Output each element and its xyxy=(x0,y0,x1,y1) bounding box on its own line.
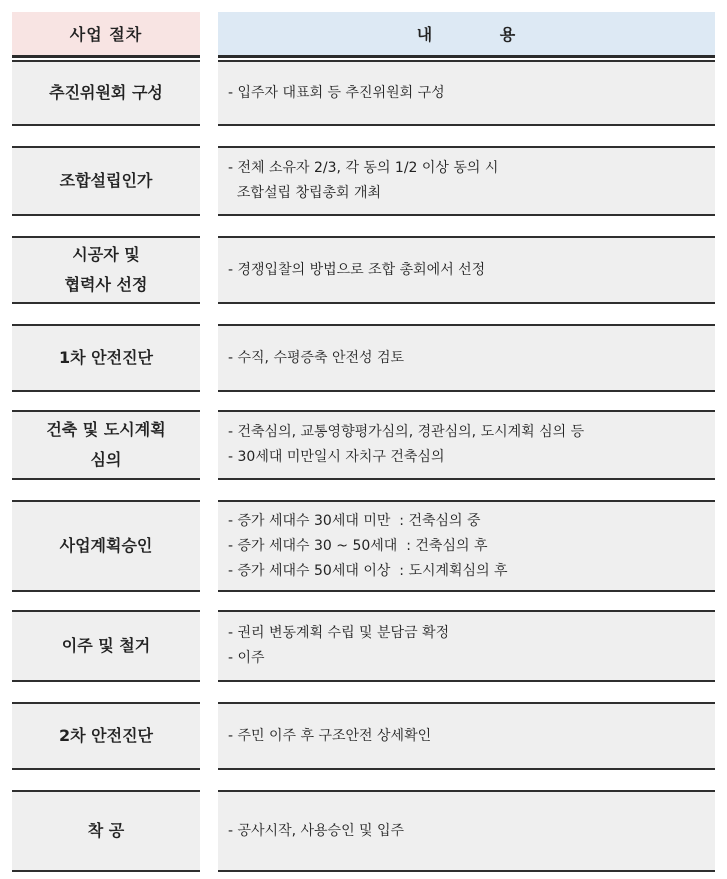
step-cell: 2차 안전진단 xyxy=(12,702,200,770)
content-line: - 건축심의, 교통영향평가심의, 경관심의, 도시계획 심의 등 xyxy=(228,424,585,440)
content-cell xyxy=(218,702,715,770)
table-row xyxy=(0,410,727,480)
table-row xyxy=(0,324,727,392)
content-line: - 수직, 수평증축 안전성 검토 xyxy=(228,349,405,366)
step-cell: 착 공 xyxy=(12,790,200,872)
step-cell: 사업계획승인 xyxy=(12,500,200,592)
header-content: 내 용 xyxy=(218,12,715,58)
content-line: - 증가 세대수 30세대 미만 : 건축심의 중 xyxy=(228,512,481,529)
table-row xyxy=(0,790,727,872)
content-cell xyxy=(218,410,715,480)
content-cell xyxy=(218,324,715,392)
step-cell: 추진위원회 구성 xyxy=(12,60,200,126)
content-line: 조합설립 창립총회 개최 xyxy=(228,185,382,201)
table-row xyxy=(0,610,727,682)
content-cell xyxy=(218,236,715,304)
content-cell xyxy=(218,610,715,682)
table-row xyxy=(0,500,727,592)
content-line: - 이주 xyxy=(228,650,265,666)
content-line: - 입주자 대표회 등 추진위원회 구성 xyxy=(228,84,445,101)
header-step: 사업 절차 xyxy=(12,12,200,58)
table-row xyxy=(0,146,727,216)
content-line: - 전체 소유자 2/3, 각 동의 1/2 이상 동의 시 xyxy=(228,160,499,176)
content-cell xyxy=(218,146,715,216)
step-cell: 조합설립인가 xyxy=(12,146,200,216)
content-line: - 주민 이주 후 구조안전 상세확인 xyxy=(228,727,432,744)
content-line: - 경쟁입찰의 방법으로 조합 총회에서 선정 xyxy=(228,261,486,278)
table-row xyxy=(0,702,727,770)
table-row xyxy=(0,236,727,304)
content-cell xyxy=(218,60,715,126)
table-row xyxy=(0,60,727,126)
content-line: - 증가 세대수 50세대 이상 : 도시계획심의 후 xyxy=(228,562,508,579)
content-cell xyxy=(218,790,715,872)
content-line: - 권리 변동계획 수립 및 분담금 확정 xyxy=(228,625,450,641)
content-line: - 증가 세대수 30 ~ 50세대 : 건축심의 후 xyxy=(228,537,488,554)
step-cell: 1차 안전진단 xyxy=(12,324,200,392)
content-line: - 30세대 미만일시 자치구 건축심의 xyxy=(228,449,445,465)
step-cell: 건축 및 도시계획 심의 xyxy=(12,410,200,480)
content-cell xyxy=(218,500,715,592)
step-cell: 이주 및 철거 xyxy=(12,610,200,682)
step-cell: 시공자 및 협력사 선정 xyxy=(12,236,200,304)
content-line: - 공사시작, 사용승인 및 입주 xyxy=(228,822,405,839)
